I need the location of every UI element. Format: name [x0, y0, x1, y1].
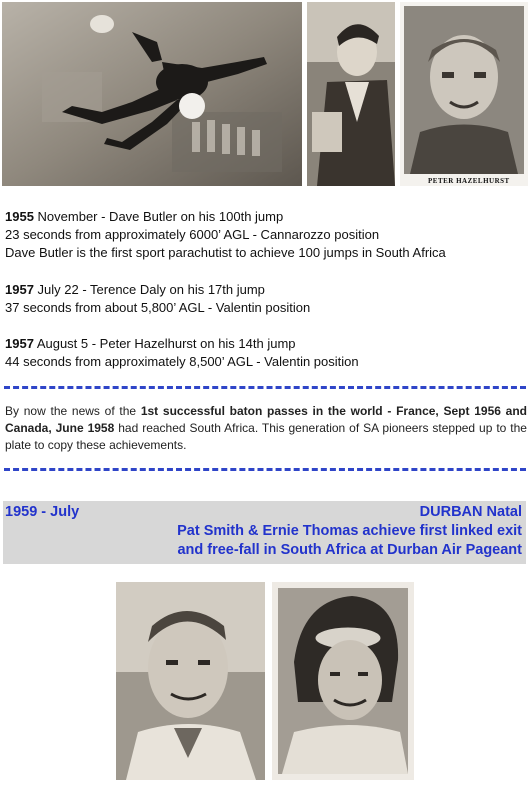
banner-date: 1959 - July: [5, 504, 80, 520]
entry-1957-daly: [5, 281, 310, 317]
peter-hazelhurst-photo: [400, 2, 528, 186]
paragraph-bold: 1st successful baton passes in the world - France, Sept 1956 and Canada, June 1958: [5, 404, 527, 435]
entry-1957-hazelhurst: [5, 335, 359, 371]
pat-smith-photo: [116, 582, 265, 780]
entry-line: 44 seconds from approximately 8,500’ AGL - Valentin position: [5, 354, 359, 369]
baton-pass-paragraph: [5, 403, 527, 454]
dave-butler-photo: [307, 2, 395, 186]
entry-year: 1957: [5, 336, 34, 351]
entry-heading: July 22 - Terence Daly on his 17th jump: [33, 282, 265, 297]
paragraph-text: By now the news of the: [5, 404, 141, 418]
banner-line-1: Pat Smith & Ernie Thomas achieve first linked exit: [177, 523, 522, 539]
entry-line: Dave Butler is the first sport parachutist to achieve 100 jumps in South Africa: [5, 245, 446, 260]
entry-heading: November - Dave Butler on his 100th jump: [33, 209, 284, 224]
ernie-thomas-photo: [272, 582, 414, 780]
banner-line-2: and free-fall in South Africa at Durban Air Pageant: [177, 542, 522, 558]
entry-1955: [5, 208, 446, 262]
entry-year: 1955: [5, 209, 34, 224]
banner-location: DURBAN Natal: [419, 504, 522, 520]
entry-heading: August 5 - Peter Hazelhurst on his 14th jump: [33, 336, 296, 351]
entry-line: 37 seconds from about 5,800’ AGL - Valentin position: [5, 300, 311, 315]
photo-caption: PETER HAZELHURST: [428, 177, 510, 185]
entry-line: 23 seconds from approximately 6000’ AGL - Cannarozzo position: [5, 227, 380, 242]
entry-year: 1957: [5, 282, 34, 297]
divider: [4, 386, 526, 389]
event-banner: [3, 501, 526, 564]
divider: [4, 468, 526, 471]
skydiver-freefall-photo: [2, 2, 302, 186]
paragraph-text: had reached South Africa. This generation of SA pioneers stepped up to the plate to copy these achievements.: [5, 421, 527, 452]
